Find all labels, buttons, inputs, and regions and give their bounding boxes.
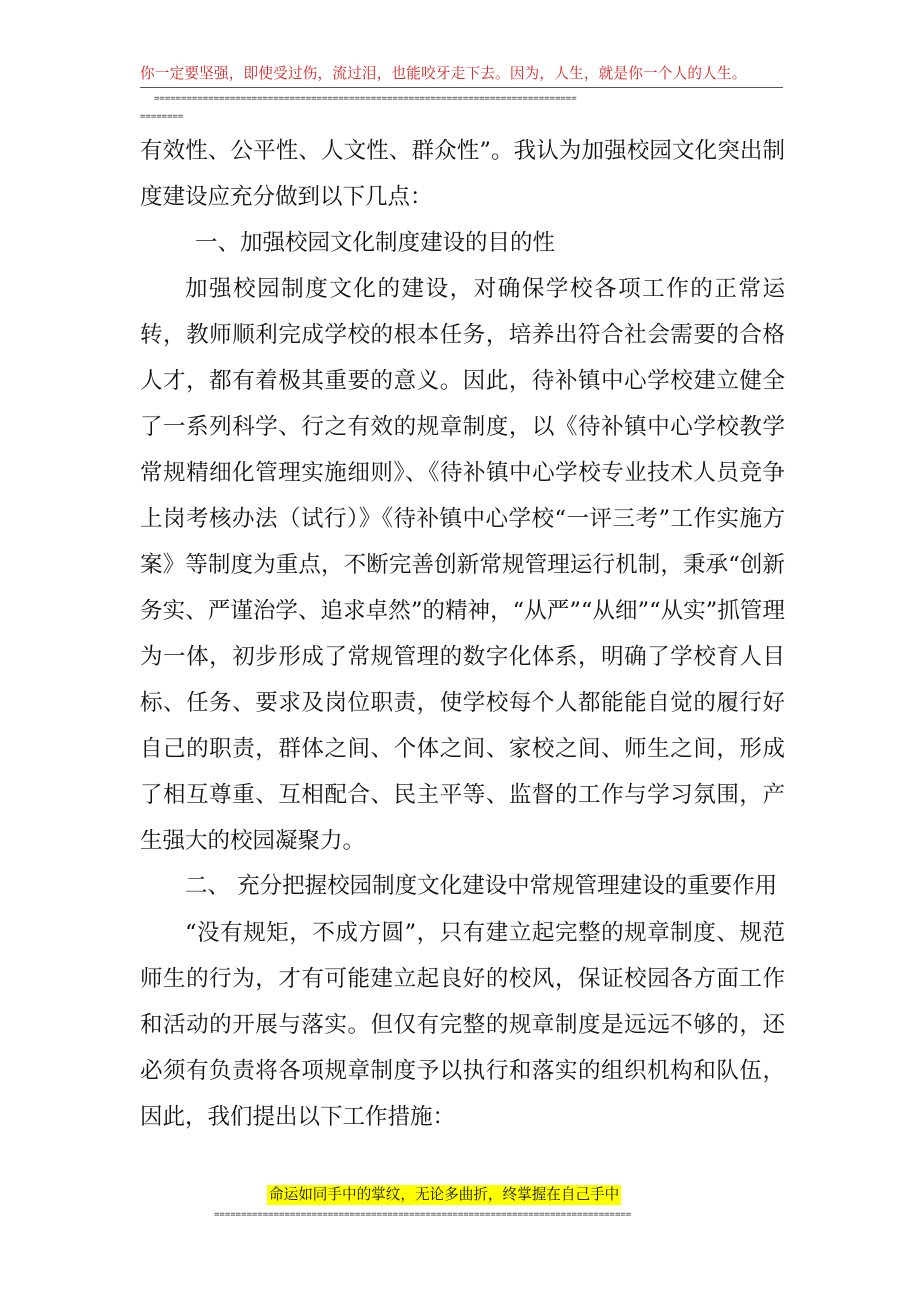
header-motto: 你一定要坚强，即使受过伤，流过泪，也能咬牙走下去。因为，人生，就是你一个人的人生。 [140,65,747,82]
footer-divider: ============================================================================= [214,1210,632,1220]
footer-motto: 命运如同手中的掌纹，无论多曲折，终掌握在自己手中 [269,1186,620,1203]
header-divider-line-1: ============================================================================== [154,94,577,104]
paragraph-section-2: “没有规矩，不成方圆”，只有建立起完整的规章制度、规范师生的行为，才有可能建立起良好的校风，保证校园各方面工作和活动的开展与落实。但仅有完整的规章制度是远远不够的，还必须有负责将各项规章制度予以执行和落实的组织机构和队伍，因此，我们提出以下工作措施： [140,920,785,1130]
header-rule [140,87,783,88]
paragraph-section-1: 加强校园制度文化的建设，对确保学校各项工作的正常运转，教师顺利完成学校的根本任务，培养出符合社会需要的合格人才，都有着极其重要的意义。因此，待补镇中心学校建立健全了一系列科学、行之有效的规章制度，以《待补镇中心学校教学常规精细化管理实施细则》、《待补镇中心学校专业技术人员竞争上岗考核办法（试行）》《待补镇中心学校“一评三考”工作实施方案》等制度为重点，不断完善创新常规管理运行机制，秉承“创新务实、严谨治学、追求卓然”的精神，“从严”“从细”“从实”抓管理为一体，初步形成了常规管理的数字化体系，明确了学校育人目标、任务、要求及岗位职责，使学校每个人都能能自觉的履行好自己的职责，群体之间、个体之间、家校之间、师生之间，形成了相互尊重、互相配合、民主平等、监督的工作与学习氛围，产生强大的校园凝聚力。 [140,276,785,854]
section-heading-1: 一、加强校园文化制度建设的目的性 [195,230,556,256]
document-body [140,128,785,1140]
header-divider-line-2: ======== [140,112,184,122]
paragraph-intro: 有效性、公平性、人文性、群众性”。我认为加强校园文化突出制度建设应充分做到以下几点： [140,138,785,210]
section-heading-2: 二、 充分把握校园制度文化建设中常规管理建设的重要作用 [185,873,778,899]
